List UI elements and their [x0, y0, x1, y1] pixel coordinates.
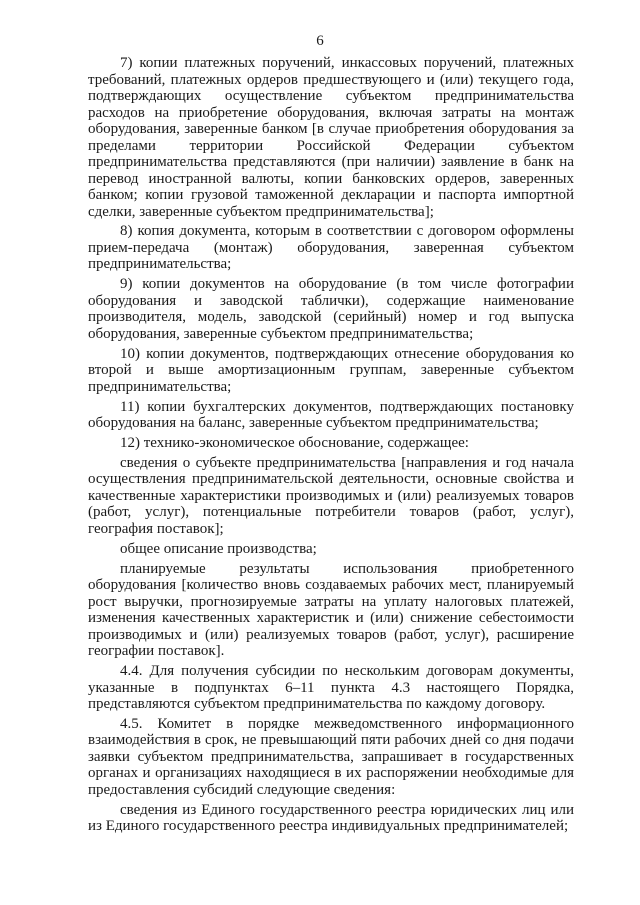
paragraph-4-5: 4.5. Комитет в порядке межведомственного информационного взаимодействия в срок, не превышающий пяти рабочих дней со дня подачи заявки субъектом предпринимательства, запрашивает в государственных органах и организациях находящиеся в их распоряжении необходимые для предоставления субсидий следующие сведения:	[88, 715, 574, 798]
paragraph-item-10: 10) копии документов, подтверждающих отнесение оборудования ко второй и выше амортизационным группам, заверенные субъектом предпринимательства;	[88, 345, 574, 395]
paragraph-entrepreneur-info: сведения о субъекте предпринимательства [направления и год начала осуществления предпринимательской деятельности, основные свойства и качественные характеристики производимых и (или) реализуемых товаров (работ, услуг), потенциальные потребители товаров (работ, услуг), география поставок];	[88, 454, 574, 537]
paragraph-registry-info: сведения из Единого государственного реестра юридических лиц или из Единого государственного реестра индивидуальных предпринимателей;	[88, 801, 574, 835]
paragraph-planned-results: планируемые результаты использования приобретенного оборудования [количество вновь создаваемых рабочих мест, планируемый рост выручки, прогнозируемые затраты на уплату налоговых платежей, изменения качественных характеристик и (или) снижение себестоимости производимых и (или) реализуемых товаров (работ, услуг), расширение географии поставок].	[88, 560, 574, 660]
paragraph-item-9: 9) копии документов на оборудование (в том числе фотографии оборудования и заводской таблички), содержащие наименование производителя, модель, заводской (серийный) номер и год выпуска оборудования, заверенные субъектом предпринимательства;	[88, 276, 574, 342]
paragraph-item-11: 11) копии бухгалтерских документов, подтверждающих постановку оборудования на баланс, заверенные субъектом предпринимательства;	[88, 398, 574, 432]
paragraph-item-8: 8) копия документа, которым в соответствии с договором оформлены прием-передача (монтаж) оборудования, заверенная субъектом предпринимательства;	[88, 223, 574, 273]
paragraph-item-7: 7) копии платежных поручений, инкассовых поручений, платежных требований, платежных ордеров предшествующего и (или) текущего года, подтверждающих осуществление субъектом предпринимательства расходов на приобретение оборудования, включая затраты на монтаж оборудования, заверенные банком [в случае приобретения оборудования за пределами территории Российской Федерации субъектом предпринимательства представляются (при наличии) заявление в банк на перевод иностранной валюты, копии банковских ордеров, заверенных банком; копии грузовой таможенной декларации и паспорта импортной сделки, заверенные субъектом предпринимательства];	[88, 55, 574, 220]
page-number: 6	[316, 33, 324, 49]
paragraph-production-description: общее описание производства;	[120, 540, 317, 557]
document-body	[88, 55, 574, 838]
paragraph-item-12: 12) технико-экономическое обоснование, содержащее:	[120, 434, 469, 451]
paragraph-4-4: 4.4. Для получения субсидии по нескольким договорам документы, указанные в подпунктах 6–11 пункта 4.3 настоящего Порядка, представляются субъектом предпринимательства по каждому договору.	[88, 663, 574, 713]
